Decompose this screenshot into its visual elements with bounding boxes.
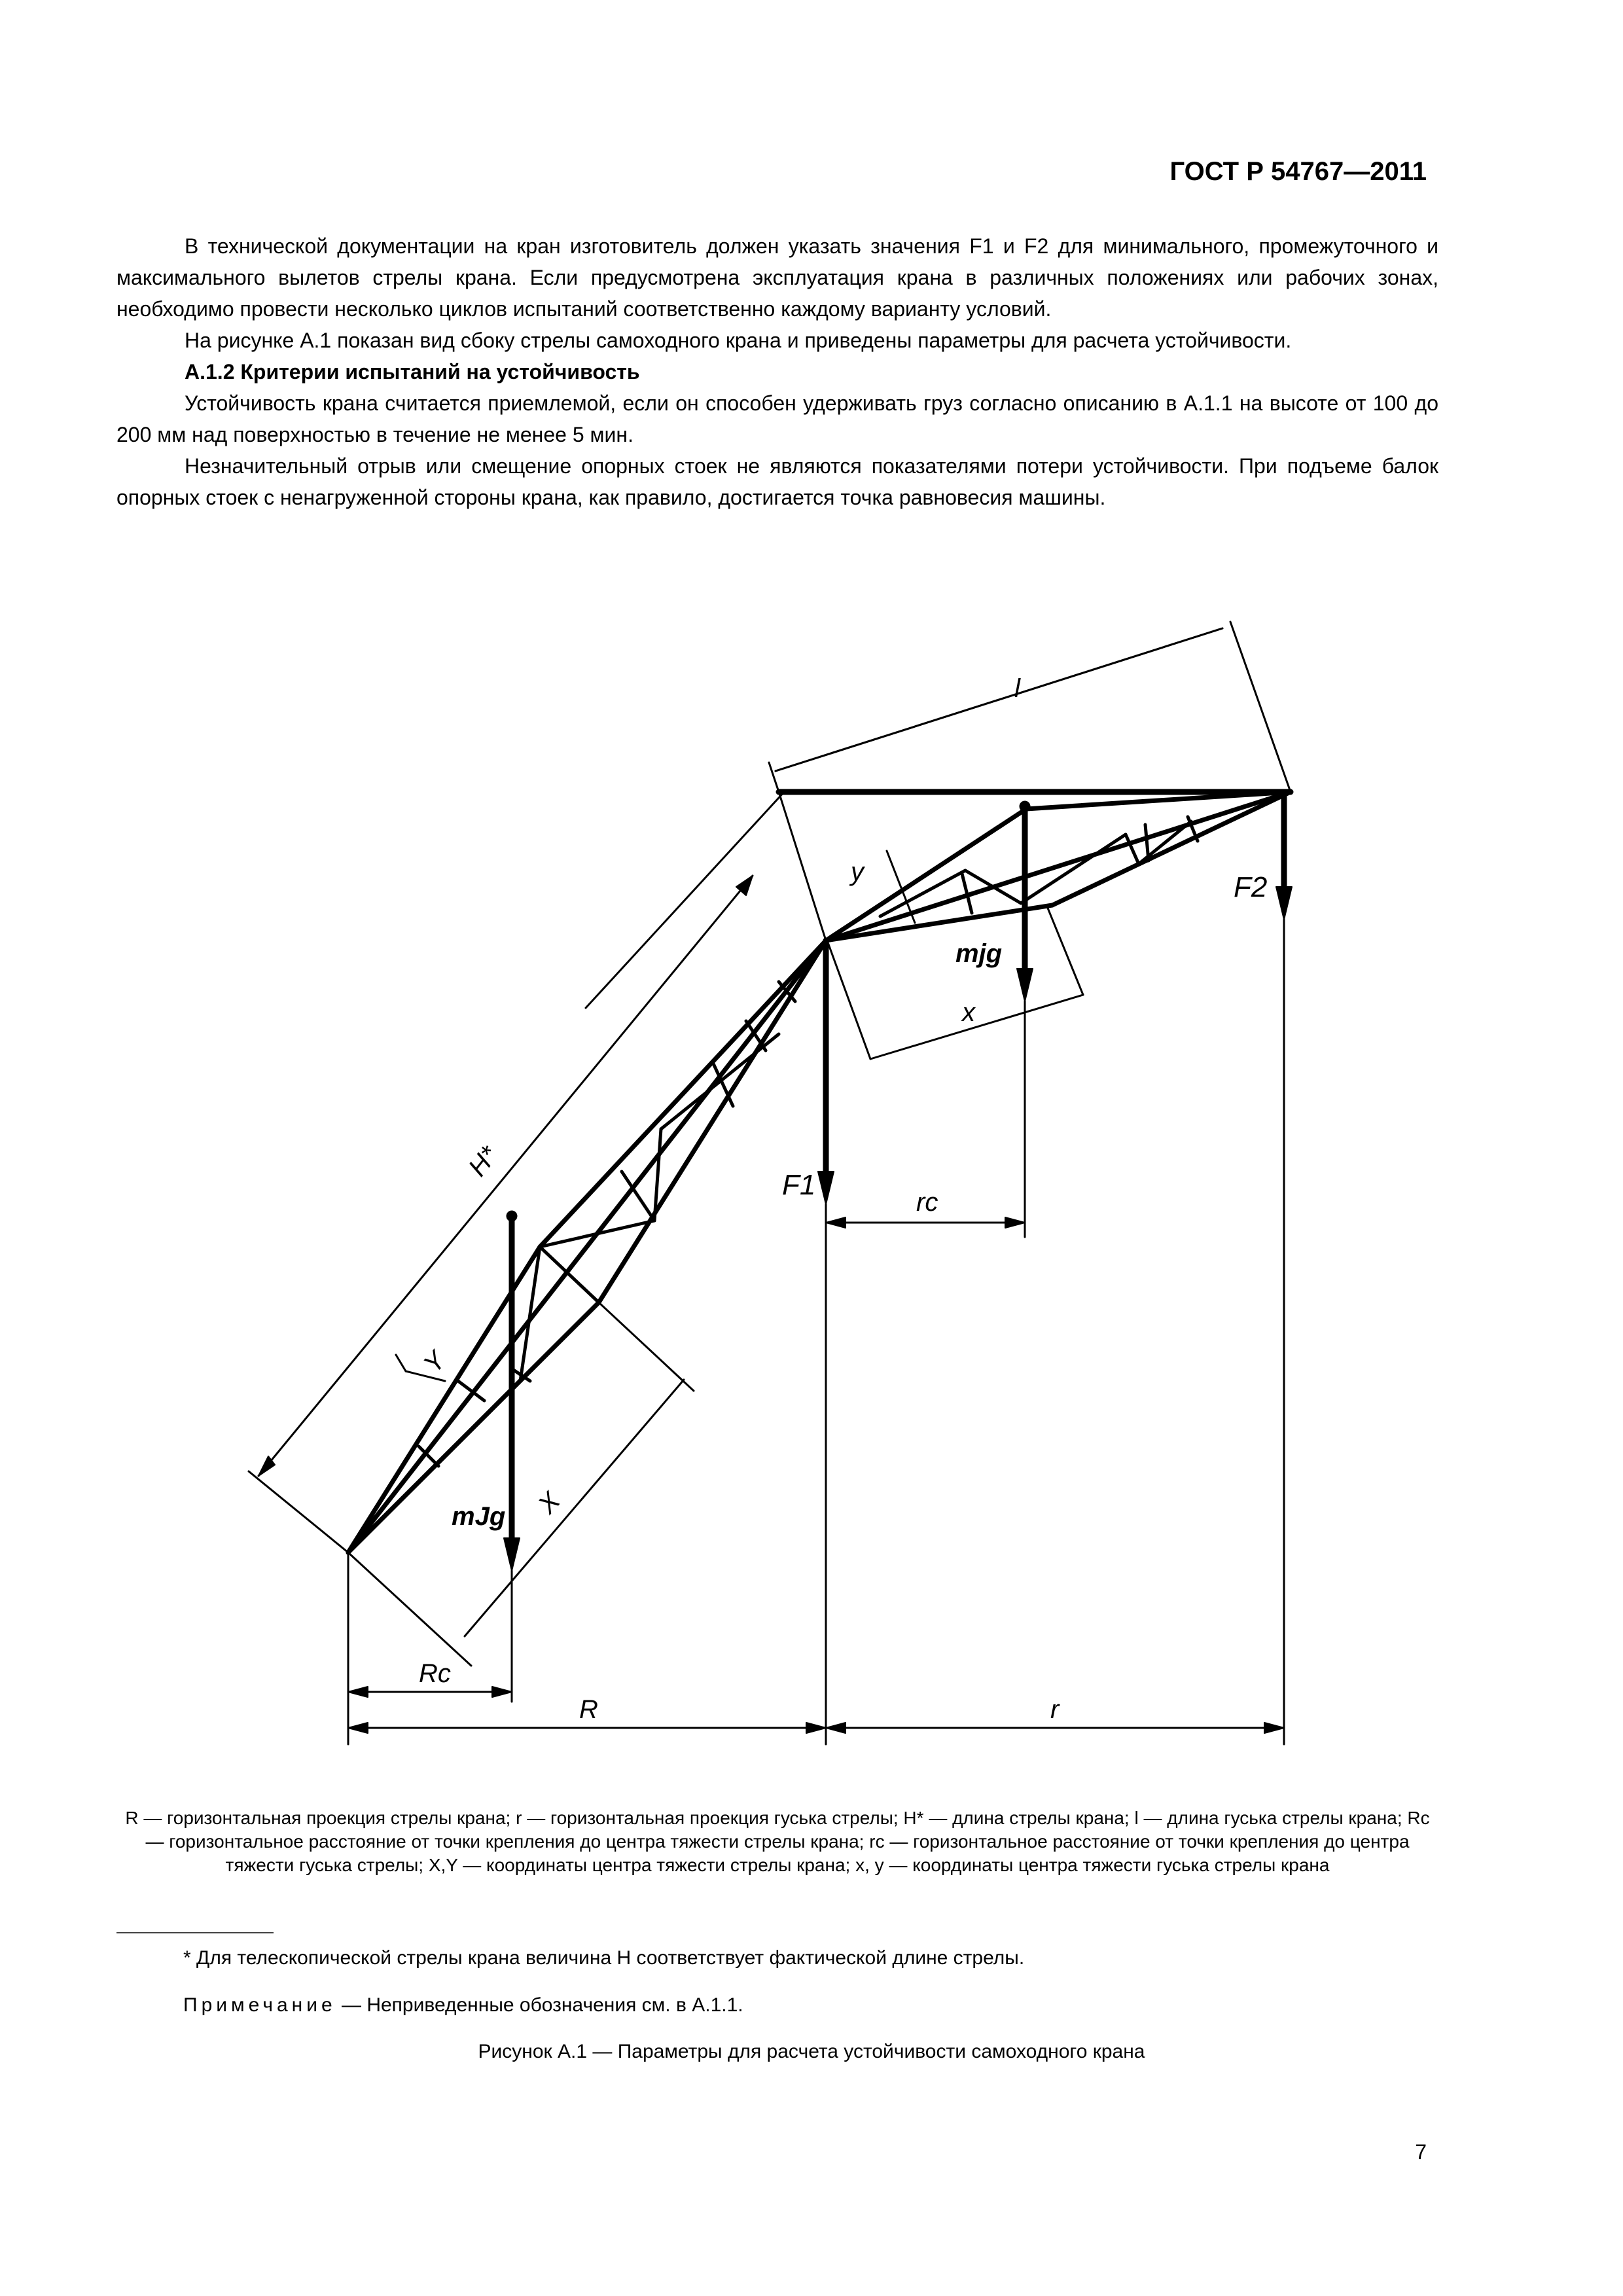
- paragraph-2: На рисунке А.1 показан вид сбоку стрелы самоходного крана и приведены параметры для расчета устойчивости.: [185, 329, 1292, 352]
- footnote: * Для телескопической стрелы крана величина H соответствует фактической длине стрелы.: [183, 1947, 1025, 1969]
- label-F1: F1: [782, 1169, 816, 1201]
- label-rc: rc: [916, 1188, 938, 1217]
- label-X: X: [532, 1486, 566, 1520]
- label-l: l: [1014, 674, 1020, 703]
- footnote-divider: [116, 1932, 274, 1933]
- crane-boom-diagram: [0, 589, 1623, 1780]
- section-title: А.1.2 Критерии испытаний на устойчивость: [185, 360, 640, 384]
- figure-caption: Рисунок А.1 — Параметры для расчета устойчивости самоходного крана: [478, 2041, 1145, 2062]
- note: [183, 1991, 743, 2020]
- paragraph-4: Незначительный отрыв или смещение опорных стоек не являются показателями потери устойчивости. При подъеме балок опорных стоек с ненагруженной стороны крана, как правило, достигается точка равновесия машины.: [116, 454, 1438, 509]
- page-number: 7: [1415, 2140, 1427, 2164]
- label-y: y: [851, 857, 864, 886]
- l-dimension-line: [776, 628, 1222, 771]
- paragraph-1: В технической документации на кран изготовитель должен указать значения F1 и F2 для минимального, промежуточного и максимального вылетов стрелы крана. Если предусмотрена эксплуатация крана в различных положениях или рабочих зонах, необходимо провести несколько циклов испытаний соответственно каждому варианту условий.: [116, 234, 1438, 321]
- label-mjg: mjg: [955, 939, 1003, 968]
- label-F2: F2: [1234, 871, 1268, 903]
- label-R: R: [579, 1695, 598, 1724]
- label-H: H*: [463, 1141, 504, 1182]
- document-id: ГОСТ Р 54767—2011: [1169, 157, 1427, 186]
- label-Rc: Rc: [419, 1659, 451, 1688]
- body-text: [116, 230, 1438, 513]
- figure-legend: R — горизонтальная проекция стрелы крана; r — горизонтальная проекция гуська стрелы; H* — длина стрелы крана; l — длина гуська стрелы крана; Rc — горизонтальное расстояние от точки крепления до центра тяжести стрелы крана; rc — горизонтальное расстояние от точки крепления до центра тяжести гуська стрелы; X,Y — координаты центра тяжести стрелы крана; x, y — координаты центра тяжести гуська стрелы крана: [125, 1808, 1430, 1875]
- note-text: — Неприведенные обозначения см. в А.1.1.: [336, 1994, 743, 2016]
- label-x: x: [962, 998, 975, 1027]
- label-mJg: mJg: [452, 1502, 506, 1531]
- jib-chord: [826, 792, 1291, 941]
- paragraph-3: Устойчивость крана считается приемлемой, если он способен удерживать груз согласно описанию в А.1.1 на высоте от 100 до 200 мм над поверхностью в течение не менее 5 мин.: [116, 391, 1438, 446]
- label-r: r: [1050, 1695, 1060, 1724]
- label-Y: Y: [418, 1346, 452, 1379]
- note-label: Примечание: [183, 1994, 336, 2016]
